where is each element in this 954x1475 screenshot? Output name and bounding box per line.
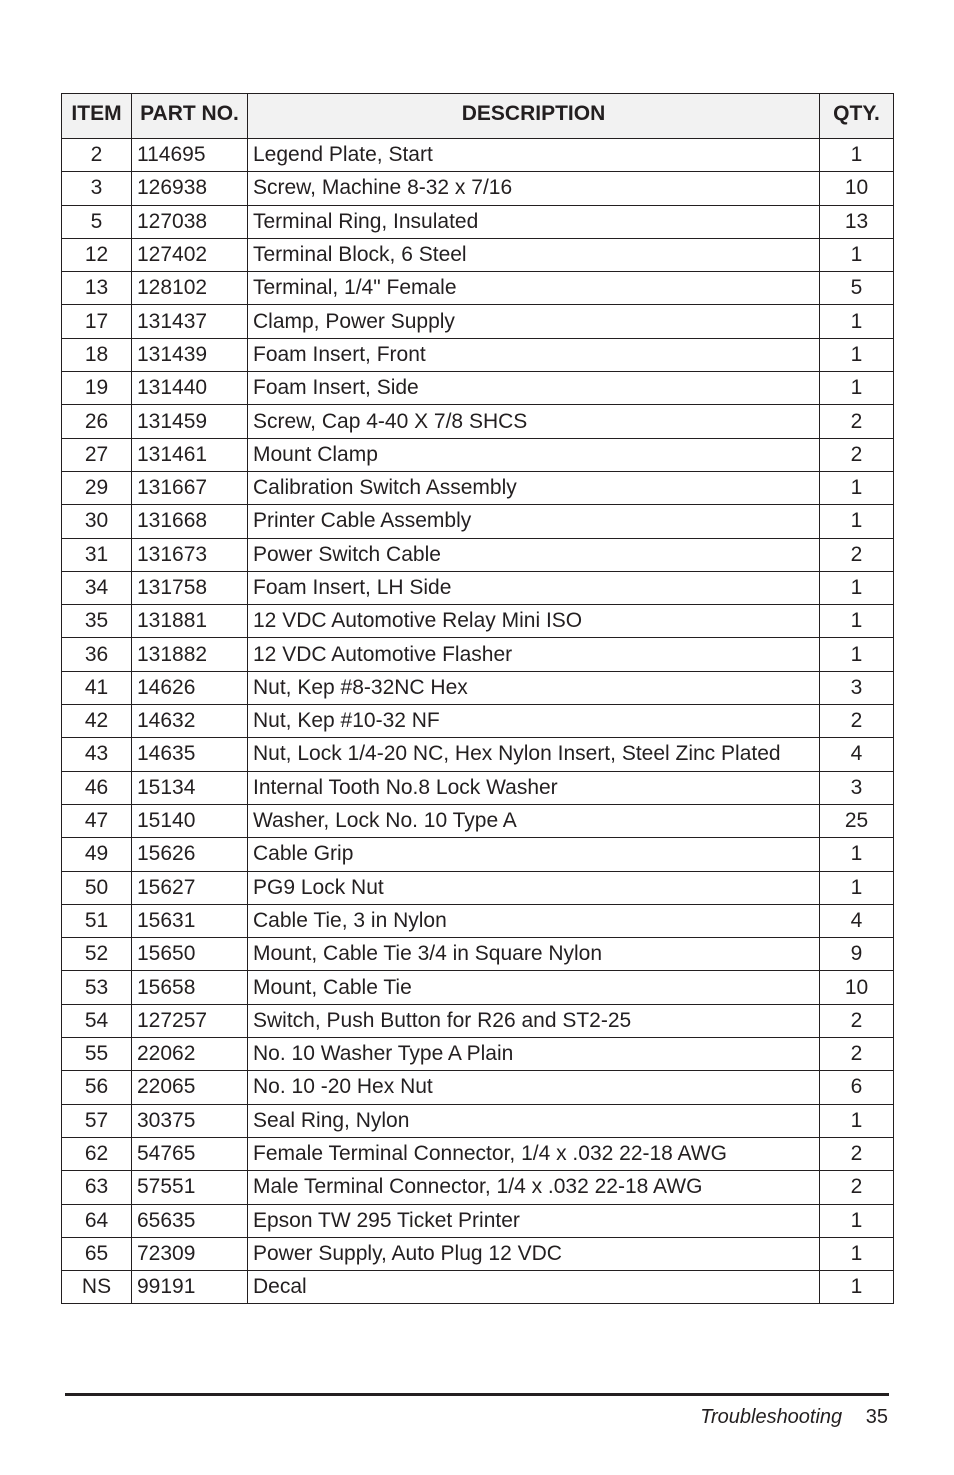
cell-description: Seal Ring, Nylon [248, 1104, 820, 1137]
cell-description: Foam Insert, Front [248, 338, 820, 371]
cell-part-no: 15650 [132, 938, 248, 971]
table-row [62, 904, 894, 937]
cell-qty: 2 [820, 1004, 894, 1037]
table-row [62, 205, 894, 238]
header-qty: QTY. [820, 94, 894, 135]
cell-description: Cable Grip [248, 838, 820, 871]
table-row [62, 671, 894, 704]
cell-part-no: 15627 [132, 871, 248, 904]
table-row [62, 838, 894, 871]
cell-part-no: 131667 [132, 471, 248, 504]
cell-part-no: 131459 [132, 405, 248, 438]
cell-qty: 9 [820, 938, 894, 971]
cell-part-no: 99191 [132, 1271, 248, 1304]
cell-part-no: 22062 [132, 1038, 248, 1071]
table-row [62, 1271, 894, 1304]
table-row [62, 1038, 894, 1071]
cell-description: Epson TW 295 Ticket Printer [248, 1204, 820, 1237]
cell-part-no: 30375 [132, 1104, 248, 1137]
cell-description: Decal [248, 1271, 820, 1304]
cell-item: 65 [62, 1237, 132, 1270]
header-part-no: PART NO. [132, 94, 248, 135]
cell-description: Terminal Ring, Insulated [248, 205, 820, 238]
table-row [62, 1104, 894, 1137]
cell-description: Switch, Push Button for R26 and ST2-25 [248, 1004, 820, 1037]
cell-part-no: 131439 [132, 338, 248, 371]
footer-section-title: Troubleshooting [700, 1406, 843, 1428]
table-row [62, 272, 894, 305]
cell-item: 64 [62, 1204, 132, 1237]
table-row [62, 871, 894, 904]
cell-item: 57 [62, 1104, 132, 1137]
cell-part-no: 131882 [132, 638, 248, 671]
parts-table [61, 93, 894, 1304]
cell-qty: 3 [820, 671, 894, 704]
table-row [62, 1237, 894, 1270]
cell-item: 13 [62, 272, 132, 305]
cell-item: 53 [62, 971, 132, 1004]
cell-qty: 2 [820, 538, 894, 571]
cell-part-no: 131437 [132, 305, 248, 338]
cell-item: 34 [62, 571, 132, 604]
cell-part-no: 15134 [132, 771, 248, 804]
cell-part-no: 15140 [132, 804, 248, 837]
cell-description: Nut, Kep #8-32NC Hex [248, 671, 820, 704]
cell-qty: 1 [820, 1237, 894, 1270]
cell-item: 54 [62, 1004, 132, 1037]
cell-part-no: 54765 [132, 1137, 248, 1170]
table-header [62, 94, 894, 139]
page-number: 35 [865, 1406, 888, 1428]
table-row [62, 538, 894, 571]
cell-item: 41 [62, 671, 132, 704]
cell-part-no: 131673 [132, 538, 248, 571]
cell-item: 5 [62, 205, 132, 238]
cell-part-no: 114695 [132, 139, 248, 172]
cell-description: Power Switch Cable [248, 538, 820, 571]
table-row [62, 738, 894, 771]
cell-qty: 2 [820, 1171, 894, 1204]
cell-qty: 1 [820, 305, 894, 338]
cell-description: 12 VDC Automotive Relay Mini ISO [248, 605, 820, 638]
cell-item: 17 [62, 305, 132, 338]
table-row [62, 372, 894, 405]
cell-part-no: 131461 [132, 438, 248, 471]
cell-description: Clamp, Power Supply [248, 305, 820, 338]
cell-part-no: 126938 [132, 172, 248, 205]
cell-item: 42 [62, 705, 132, 738]
cell-item: 35 [62, 605, 132, 638]
cell-description: No. 10 Washer Type A Plain [248, 1038, 820, 1071]
cell-qty: 2 [820, 405, 894, 438]
table-row [62, 438, 894, 471]
cell-qty: 1 [820, 139, 894, 172]
cell-qty: 1 [820, 605, 894, 638]
cell-qty: 1 [820, 571, 894, 604]
table-row [62, 471, 894, 504]
cell-qty: 1 [820, 838, 894, 871]
cell-qty: 1 [820, 638, 894, 671]
cell-part-no: 128102 [132, 272, 248, 305]
cell-qty: 6 [820, 1071, 894, 1104]
table-row [62, 305, 894, 338]
cell-description: Terminal Block, 6 Steel [248, 238, 820, 271]
cell-part-no: 14635 [132, 738, 248, 771]
cell-part-no: 14632 [132, 705, 248, 738]
cell-qty: 2 [820, 438, 894, 471]
cell-description: Internal Tooth No.8 Lock Washer [248, 771, 820, 804]
cell-description: No. 10 -20 Hex Nut [248, 1071, 820, 1104]
header-item: ITEM [62, 94, 132, 135]
cell-description: Legend Plate, Start [248, 139, 820, 172]
cell-qty: 1 [820, 238, 894, 271]
cell-qty: 13 [820, 205, 894, 238]
cell-qty: 5 [820, 272, 894, 305]
table-row [62, 139, 894, 172]
cell-qty: 2 [820, 1038, 894, 1071]
cell-item: 29 [62, 471, 132, 504]
table-row [62, 238, 894, 271]
cell-qty: 25 [820, 804, 894, 837]
cell-qty: 1 [820, 1104, 894, 1137]
table-row [62, 638, 894, 671]
cell-description: Male Terminal Connector, 1/4 x .032 22-18 AWG [248, 1171, 820, 1204]
table-row [62, 605, 894, 638]
cell-item: 55 [62, 1038, 132, 1071]
cell-description: Screw, Machine 8-32 x 7/16 [248, 172, 820, 205]
cell-qty: 1 [820, 471, 894, 504]
cell-description: Foam Insert, Side [248, 372, 820, 405]
cell-item: 49 [62, 838, 132, 871]
cell-qty: 10 [820, 971, 894, 1004]
cell-item: 36 [62, 638, 132, 671]
cell-part-no: 22065 [132, 1071, 248, 1104]
cell-qty: 10 [820, 172, 894, 205]
cell-qty: 1 [820, 871, 894, 904]
cell-qty: 1 [820, 1204, 894, 1237]
table-row [62, 571, 894, 604]
cell-item: 2 [62, 139, 132, 172]
cell-item: NS [62, 1271, 132, 1304]
cell-description: Terminal, 1/4" Female [248, 272, 820, 305]
cell-item: 12 [62, 238, 132, 271]
cell-part-no: 15631 [132, 904, 248, 937]
table-row [62, 705, 894, 738]
table-row [62, 172, 894, 205]
table-row [62, 338, 894, 371]
cell-item: 62 [62, 1137, 132, 1170]
cell-item: 27 [62, 438, 132, 471]
cell-part-no: 15658 [132, 971, 248, 1004]
cell-description: Mount, Cable Tie [248, 971, 820, 1004]
cell-part-no: 131881 [132, 605, 248, 638]
cell-part-no: 57551 [132, 1171, 248, 1204]
table-row [62, 971, 894, 1004]
cell-part-no: 127038 [132, 205, 248, 238]
table-row [62, 1171, 894, 1204]
cell-description: Mount Clamp [248, 438, 820, 471]
cell-item: 3 [62, 172, 132, 205]
cell-description: Screw, Cap 4-40 X 7/8 SHCS [248, 405, 820, 438]
cell-item: 63 [62, 1171, 132, 1204]
table-row [62, 1004, 894, 1037]
table-row [62, 1071, 894, 1104]
cell-qty: 1 [820, 1271, 894, 1304]
cell-item: 30 [62, 505, 132, 538]
table-row [62, 771, 894, 804]
footer-rule [65, 1393, 889, 1396]
cell-item: 43 [62, 738, 132, 771]
cell-item: 18 [62, 338, 132, 371]
table-row [62, 405, 894, 438]
cell-qty: 4 [820, 738, 894, 771]
table-body [62, 139, 894, 1304]
cell-qty: 1 [820, 338, 894, 371]
cell-description: Washer, Lock No. 10 Type A [248, 804, 820, 837]
cell-description: Female Terminal Connector, 1/4 x .032 22-18 AWG [248, 1137, 820, 1170]
cell-item: 26 [62, 405, 132, 438]
table-row [62, 938, 894, 971]
cell-description: Printer Cable Assembly [248, 505, 820, 538]
cell-description: Power Supply, Auto Plug 12 VDC [248, 1237, 820, 1270]
cell-part-no: 14626 [132, 671, 248, 704]
cell-description: 12 VDC Automotive Flasher [248, 638, 820, 671]
cell-description: Calibration Switch Assembly [248, 471, 820, 504]
cell-part-no: 127402 [132, 238, 248, 271]
cell-item: 31 [62, 538, 132, 571]
cell-part-no: 131758 [132, 571, 248, 604]
cell-description: Nut, Lock 1/4-20 NC, Hex Nylon Insert, Steel Zinc Plated [248, 738, 820, 771]
table-row [62, 804, 894, 837]
cell-part-no: 15626 [132, 838, 248, 871]
cell-part-no: 65635 [132, 1204, 248, 1237]
cell-description: Foam Insert, LH Side [248, 571, 820, 604]
header-description: DESCRIPTION [248, 94, 820, 135]
cell-qty: 2 [820, 1137, 894, 1170]
cell-description: PG9 Lock Nut [248, 871, 820, 904]
cell-item: 51 [62, 904, 132, 937]
cell-description: Nut, Kep #10-32 NF [248, 705, 820, 738]
cell-part-no: 72309 [132, 1237, 248, 1270]
cell-description: Mount, Cable Tie 3/4 in Square Nylon [248, 938, 820, 971]
cell-item: 19 [62, 372, 132, 405]
cell-part-no: 131668 [132, 505, 248, 538]
cell-qty: 3 [820, 771, 894, 804]
cell-part-no: 127257 [132, 1004, 248, 1037]
cell-description: Cable Tie, 3 in Nylon [248, 904, 820, 937]
cell-item: 50 [62, 871, 132, 904]
cell-qty: 1 [820, 505, 894, 538]
cell-item: 46 [62, 771, 132, 804]
page-footer [700, 1406, 888, 1429]
cell-part-no: 131440 [132, 372, 248, 405]
table-row [62, 1204, 894, 1237]
table-row [62, 505, 894, 538]
table-row [62, 1137, 894, 1170]
cell-qty: 2 [820, 705, 894, 738]
cell-item: 47 [62, 804, 132, 837]
cell-qty: 4 [820, 904, 894, 937]
cell-qty: 1 [820, 372, 894, 405]
cell-item: 56 [62, 1071, 132, 1104]
cell-item: 52 [62, 938, 132, 971]
